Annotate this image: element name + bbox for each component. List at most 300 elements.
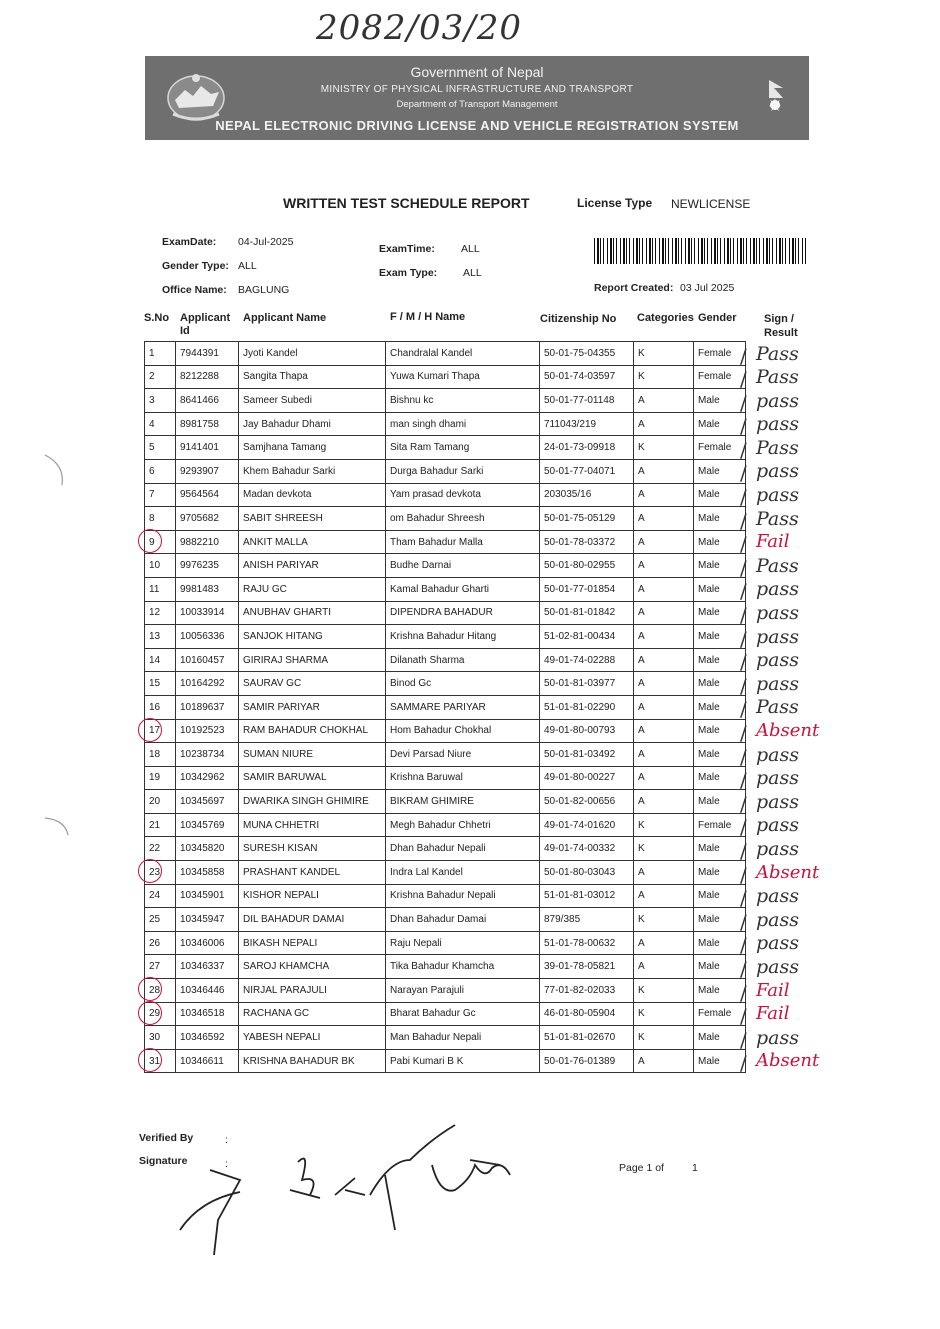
handwritten-result: pass: [756, 885, 799, 908]
cell-gender: Male: [694, 672, 746, 696]
cell-category: K: [634, 342, 694, 366]
cell-sno: [145, 837, 176, 861]
handwritten-slash: /: [740, 791, 747, 816]
banner-department: Department of Transport Management: [396, 99, 558, 110]
serial-number: 18: [149, 748, 161, 760]
cell-fmh-name: Bishnu kc: [386, 389, 540, 413]
serial-number: 7: [149, 489, 155, 501]
serial-number: 17: [149, 725, 161, 737]
exam-date-label: ExamDate:: [162, 236, 217, 248]
cell-sno: [145, 648, 176, 672]
cell-applicant-name: ANKIT MALLA: [239, 530, 386, 554]
cell-applicant-name: SAROJ KHAMCHA: [239, 955, 386, 979]
serial-number: 2: [149, 371, 155, 383]
handwritten-result: Fail: [756, 979, 790, 1001]
cell-applicant-name: SANJOK HITANG: [239, 625, 386, 649]
cell-result: [740, 601, 816, 628]
col-sign-result: [764, 312, 798, 340]
cell-applicant-id: 8981758: [176, 412, 239, 436]
handwritten-slash: /: [740, 650, 747, 675]
handwritten-result: pass: [756, 790, 799, 813]
cell-result: [740, 648, 816, 675]
table-row: [145, 979, 816, 1003]
banner-system: NEPAL ELECTRONIC DRIVING LICENSE AND VEHICLE REGISTRATION SYSTEM: [215, 118, 739, 133]
serial-number: 11: [149, 583, 160, 595]
table-row: [145, 884, 816, 908]
cell-applicant-name: PRASHANT KANDEL: [239, 861, 386, 885]
cell-result: [740, 577, 816, 604]
cell-sno: [145, 695, 176, 719]
cell-category: A: [634, 790, 694, 814]
cell-applicant-id: 10346446: [176, 979, 239, 1003]
cell-citizenship: 39-01-78-05821: [540, 955, 634, 979]
cell-fmh-name: om Bahadur Shreesh: [386, 507, 540, 531]
cell-citizenship: 711043/219: [540, 412, 634, 436]
cell-citizenship: 46-01-80-05904: [540, 1002, 634, 1026]
table-row: [145, 625, 816, 649]
cell-citizenship: 50-01-77-04071: [540, 459, 634, 483]
header-banner: [145, 56, 809, 140]
cell-sno: [145, 790, 176, 814]
cell-citizenship: 77-01-82-02033: [540, 979, 634, 1003]
cell-sno: [145, 743, 176, 767]
handwritten-result: pass: [756, 743, 799, 766]
cell-result: [740, 884, 816, 911]
serial-number: 3: [149, 394, 155, 406]
handwritten-result: Fail: [756, 1003, 790, 1025]
signature-label: Signature: [139, 1155, 188, 1167]
cell-category: A: [634, 719, 694, 743]
table-row: [145, 1002, 816, 1026]
col-applicant-id: [180, 312, 230, 338]
table-row: [145, 861, 816, 885]
cell-sno: [145, 1026, 176, 1050]
cell-applicant-name: ANUBHAV GHARTI: [239, 601, 386, 625]
table-row: [145, 365, 816, 389]
cell-citizenship: 50-01-81-01842: [540, 601, 634, 625]
serial-number: 20: [149, 796, 161, 808]
cell-fmh-name: Indra Lal Kandel: [386, 861, 540, 885]
cell-result: [740, 813, 816, 840]
cell-applicant-name: MUNA CHHETRI: [239, 813, 386, 837]
cell-citizenship: 50-01-75-05129: [540, 507, 634, 531]
cell-gender: Male: [694, 908, 746, 932]
cell-applicant-name: NIRJAL PARAJULI: [239, 979, 386, 1003]
page-total: 1: [692, 1162, 698, 1174]
cell-category: K: [634, 979, 694, 1003]
cell-category: K: [634, 1026, 694, 1050]
cell-sno: [145, 601, 176, 625]
cell-gender: Male: [694, 695, 746, 719]
table-row: [145, 695, 816, 719]
gender-type-label: Gender Type:: [162, 260, 229, 272]
handwritten-result: Absent: [756, 720, 820, 741]
cell-applicant-name: SUMAN NIURE: [239, 743, 386, 767]
cell-gender: Female: [694, 365, 746, 389]
cell-result: [740, 530, 816, 557]
cell-applicant-id: 10346518: [176, 1002, 239, 1026]
cell-sno: [145, 412, 176, 436]
cell-fmh-name: SAMMARE PARIYAR: [386, 695, 540, 719]
cell-category: A: [634, 554, 694, 578]
cell-applicant-id: 7944391: [176, 342, 239, 366]
cell-fmh-name: Yam prasad devkota: [386, 483, 540, 507]
cell-gender: Male: [694, 554, 746, 578]
cell-sno: [145, 577, 176, 601]
barcode: [594, 238, 806, 264]
cell-gender: Male: [694, 1026, 746, 1050]
table-row: [145, 530, 816, 554]
cell-sno: [145, 813, 176, 837]
cell-applicant-name: SURESH KISAN: [239, 837, 386, 861]
handwritten-result: Pass: [756, 554, 799, 577]
table-row: [145, 790, 816, 814]
handwritten-slash: /: [740, 980, 747, 1005]
handwritten-slash: /: [740, 485, 747, 510]
cell-category: K: [634, 1002, 694, 1026]
table-row: [145, 813, 816, 837]
cell-applicant-id: 9976235: [176, 554, 239, 578]
table-row: [145, 459, 816, 483]
handwritten-result: pass: [756, 602, 799, 625]
cell-applicant-id: 10345901: [176, 884, 239, 908]
cell-gender: Male: [694, 507, 746, 531]
table-row: [145, 766, 816, 790]
cell-fmh-name: Kamal Bahadur Gharti: [386, 577, 540, 601]
gender-type-value: ALL: [238, 260, 257, 272]
handwritten-result: pass: [756, 460, 799, 483]
cell-gender: Male: [694, 837, 746, 861]
serial-number: 16: [149, 701, 161, 713]
serial-number: 5: [149, 442, 155, 454]
cell-fmh-name: Binod Gc: [386, 672, 540, 696]
cell-applicant-name: Jay Bahadur Dhami: [239, 412, 386, 436]
cell-result: [740, 672, 816, 698]
cell-sno: [145, 625, 176, 649]
cell-applicant-id: 10342962: [176, 766, 239, 790]
cell-sno: [145, 861, 176, 885]
verified-by-colon: :: [225, 1134, 228, 1146]
cell-gender: Male: [694, 389, 746, 413]
banner-government: Government of Nepal: [410, 64, 544, 80]
cell-applicant-name: Khem Bahadur Sarki: [239, 459, 386, 483]
cell-applicant-name: KISHOR NEPALI: [239, 884, 386, 908]
handwritten-slash: /: [740, 721, 747, 745]
cell-fmh-name: Dhan Bahadur Damai: [386, 908, 540, 932]
office-name-label: Office Name:: [162, 284, 227, 296]
red-circle-mark: [138, 1048, 162, 1072]
col-applicant-id-line1: Applicant: [180, 312, 231, 324]
cell-sno: [145, 365, 176, 389]
cell-gender: Male: [694, 955, 746, 979]
cell-citizenship: 50-01-78-03372: [540, 530, 634, 554]
cell-applicant-name: GIRIRAJ SHARMA: [239, 648, 386, 672]
handwritten-slash: /: [740, 768, 747, 793]
cell-citizenship: 50-01-75-04355: [540, 342, 634, 366]
handwritten-result: pass: [756, 578, 799, 601]
cell-result: [740, 790, 816, 816]
handwritten-result: pass: [756, 672, 799, 695]
serial-number: 26: [149, 937, 161, 949]
cell-result: [740, 412, 816, 439]
cell-fmh-name: Krishna Bahadur Nepali: [386, 884, 540, 908]
cell-sno: [145, 955, 176, 979]
cell-applicant-id: 9141401: [176, 436, 239, 460]
handwritten-result: pass: [756, 1026, 799, 1049]
cell-citizenship: 49-01-74-01620: [540, 813, 634, 837]
cell-sno: [145, 530, 176, 554]
handwritten-result: Pass: [756, 436, 799, 459]
cell-gender: Male: [694, 884, 746, 908]
serial-number: 27: [149, 961, 161, 973]
cell-gender: Female: [694, 1002, 746, 1026]
cell-fmh-name: BIKRAM GHIMIRE: [386, 790, 540, 814]
cell-category: A: [634, 459, 694, 483]
handwritten-date: 2082/03/20: [316, 8, 522, 48]
cell-citizenship: 50-01-81-03977: [540, 672, 634, 696]
cell-applicant-id: 9981483: [176, 577, 239, 601]
table-row: [145, 342, 816, 366]
handwritten-signatures: [170, 1120, 530, 1260]
cell-applicant-id: 10189637: [176, 695, 239, 719]
cell-gender: Male: [694, 743, 746, 767]
serial-number: 8: [149, 512, 155, 524]
cell-gender: Male: [694, 648, 746, 672]
cell-applicant-id: 10192523: [176, 719, 239, 743]
table-row: [145, 389, 816, 413]
serial-number: 1: [149, 347, 155, 359]
cell-category: A: [634, 861, 694, 885]
cell-citizenship: 49-01-74-00332: [540, 837, 634, 861]
handwritten-result: Absent: [756, 861, 820, 883]
handwritten-slash: /: [740, 956, 747, 981]
cell-applicant-name: Samjhana Tamang: [239, 436, 386, 460]
license-type-label: License Type: [577, 196, 653, 210]
cell-fmh-name: Hom Bahadur Chokhal: [386, 719, 540, 743]
serial-number: 15: [149, 678, 161, 690]
cell-category: A: [634, 743, 694, 767]
handwritten-result: pass: [756, 837, 799, 860]
office-name-value: BAGLUNG: [238, 284, 290, 296]
col-sign-line1: Sign /: [764, 313, 794, 325]
cell-citizenship: 50-01-76-01389: [540, 1049, 634, 1073]
cell-category: A: [634, 412, 694, 436]
cell-sno: [145, 908, 176, 932]
cell-sno: [145, 884, 176, 908]
cell-result: [740, 1002, 816, 1029]
applicant-table: [144, 341, 820, 1076]
table-row: [145, 672, 816, 696]
cell-fmh-name: Tika Bahadur Khamcha: [386, 955, 540, 979]
col-gender: Gender: [698, 312, 737, 324]
table-row: [145, 908, 816, 932]
cell-citizenship: 51-01-78-00632: [540, 931, 634, 955]
report-title: WRITTEN TEST SCHEDULE REPORT: [283, 195, 530, 211]
exam-time-label: ExamTime:: [379, 243, 435, 255]
cell-applicant-id: 10056336: [176, 625, 239, 649]
cell-applicant-id: 10345947: [176, 908, 239, 932]
cell-applicant-id: 9564564: [176, 483, 239, 507]
handwritten-result: pass: [756, 413, 799, 436]
cell-sno: [145, 389, 176, 413]
cell-gender: Male: [694, 625, 746, 649]
cell-result: [740, 1049, 820, 1076]
cell-result: [740, 389, 816, 415]
cell-sno: [145, 1002, 176, 1026]
cell-gender: Male: [694, 459, 746, 483]
exam-date-value: 04-Jul-2025: [238, 236, 294, 248]
serial-number: 9: [149, 536, 155, 548]
cell-applicant-name: DIL BAHADUR DAMAI: [239, 908, 386, 932]
cell-gender: Male: [694, 577, 746, 601]
serial-number: 23: [149, 866, 161, 878]
cell-category: A: [634, 601, 694, 625]
table-row: [145, 1049, 816, 1073]
cell-category: A: [634, 577, 694, 601]
cell-applicant-id: 10238734: [176, 743, 239, 767]
cell-applicant-name: RAM BAHADUR CHOKHAL: [239, 719, 386, 743]
cell-category: A: [634, 483, 694, 507]
handwritten-slash: /: [740, 343, 747, 368]
verified-by-label: Verified By: [139, 1132, 194, 1144]
cell-result: [740, 507, 816, 533]
handwritten-slash: /: [740, 1004, 747, 1029]
cell-category: A: [634, 766, 694, 790]
serial-number: 30: [149, 1032, 161, 1044]
cell-sno: [145, 931, 176, 955]
serial-number: 4: [149, 418, 155, 430]
handwritten-result: pass: [756, 814, 799, 837]
cell-applicant-id: 9293907: [176, 459, 239, 483]
handwritten-slash: /: [740, 390, 747, 415]
cell-applicant-name: Madan devkota: [239, 483, 386, 507]
cell-citizenship: 50-01-77-01148: [540, 389, 634, 413]
cell-gender: Male: [694, 1049, 746, 1073]
cell-sno: [145, 342, 176, 366]
cell-result: [740, 861, 820, 887]
cell-result: [740, 365, 816, 392]
col-citizenship: Citizenship No: [540, 313, 617, 325]
cell-sno: [145, 1049, 176, 1073]
cell-result: [740, 436, 816, 462]
cell-result: [740, 955, 816, 981]
report-created-value: 03 Jul 2025: [680, 282, 735, 294]
serial-number: 19: [149, 772, 161, 784]
cell-applicant-id: 10033914: [176, 601, 239, 625]
cell-sno: [145, 979, 176, 1003]
serial-number: 12: [149, 607, 161, 619]
cell-applicant-name: SAMIR PARIYAR: [239, 695, 386, 719]
table-row: [145, 1026, 816, 1050]
cell-category: A: [634, 884, 694, 908]
cell-result: [740, 719, 820, 745]
cell-applicant-name: SAMIR BARUWAL: [239, 766, 386, 790]
red-circle-mark: [138, 859, 162, 883]
cell-category: A: [634, 672, 694, 696]
serial-number: 25: [149, 914, 161, 926]
cell-fmh-name: Megh Bahadur Chhetri: [386, 813, 540, 837]
cell-citizenship: 50-01-80-03043: [540, 861, 634, 885]
table-row: [145, 837, 816, 861]
handwritten-slash: /: [740, 367, 747, 392]
cell-sno: [145, 459, 176, 483]
handwritten-slash: /: [740, 626, 747, 651]
table-row: [145, 412, 816, 436]
handwritten-slash: /: [740, 673, 747, 698]
cell-citizenship: 49-01-74-02288: [540, 648, 634, 672]
cell-citizenship: 24-01-73-09918: [540, 436, 634, 460]
exam-time-value: ALL: [461, 243, 480, 255]
handwritten-slash: /: [740, 815, 747, 840]
handwritten-slash: /: [740, 579, 747, 604]
handwritten-slash: /: [740, 933, 747, 958]
cell-category: A: [634, 931, 694, 955]
cell-fmh-name: Chandralal Kandel: [386, 342, 540, 366]
cell-citizenship: 49-01-80-00793: [540, 719, 634, 743]
handwritten-result: Fail: [756, 531, 790, 553]
handwritten-result: Pass: [756, 366, 799, 389]
cell-category: K: [634, 837, 694, 861]
cell-applicant-id: 9705682: [176, 507, 239, 531]
cell-sno: [145, 554, 176, 578]
handwritten-slash: /: [740, 414, 747, 439]
handwritten-result: pass: [756, 955, 799, 978]
cell-category: A: [634, 389, 694, 413]
handwritten-result: Pass: [756, 696, 799, 719]
cell-category: K: [634, 436, 694, 460]
serial-number: 31: [149, 1055, 161, 1067]
cell-fmh-name: Krishna Baruwal: [386, 766, 540, 790]
cell-result: [740, 979, 816, 1005]
cell-result: [740, 837, 816, 863]
cell-applicant-id: 10346337: [176, 955, 239, 979]
cell-fmh-name: Narayan Parajuli: [386, 979, 540, 1003]
red-circle-mark: [138, 529, 162, 553]
cell-applicant-name: Sameer Subedi: [239, 389, 386, 413]
handwritten-result: pass: [756, 484, 799, 507]
cell-applicant-id: 8641466: [176, 389, 239, 413]
cell-citizenship: 50-01-74-03597: [540, 365, 634, 389]
handwritten-slash: /: [740, 555, 747, 580]
cell-applicant-id: 10345769: [176, 813, 239, 837]
cell-gender: Male: [694, 601, 746, 625]
table-row: [145, 931, 816, 955]
cell-result: [740, 695, 816, 722]
handwritten-slash: /: [740, 697, 747, 722]
serial-number: 13: [149, 630, 161, 642]
table-row: [145, 719, 816, 743]
col-sno: S.No: [144, 312, 170, 324]
cell-gender: Female: [694, 813, 746, 837]
cell-result: [740, 1026, 816, 1052]
cell-fmh-name: DIPENDRA BAHADUR: [386, 601, 540, 625]
cell-result: [740, 766, 816, 793]
cell-applicant-id: 9882210: [176, 530, 239, 554]
cell-category: A: [634, 507, 694, 531]
table-row: [145, 577, 816, 601]
cell-category: A: [634, 530, 694, 554]
cell-fmh-name: Durga Bahadur Sarki: [386, 459, 540, 483]
report-created-label: Report Created:: [594, 282, 674, 294]
table-row: [145, 483, 816, 507]
cell-fmh-name: Pabi Kumari B K: [386, 1049, 540, 1073]
col-fmh-name: F / M / H Name: [390, 311, 466, 323]
col-sign-line2: Result: [764, 327, 798, 339]
cell-category: A: [634, 1049, 694, 1073]
cell-gender: Male: [694, 530, 746, 554]
serial-number: 29: [149, 1008, 161, 1020]
cell-sno: [145, 507, 176, 531]
